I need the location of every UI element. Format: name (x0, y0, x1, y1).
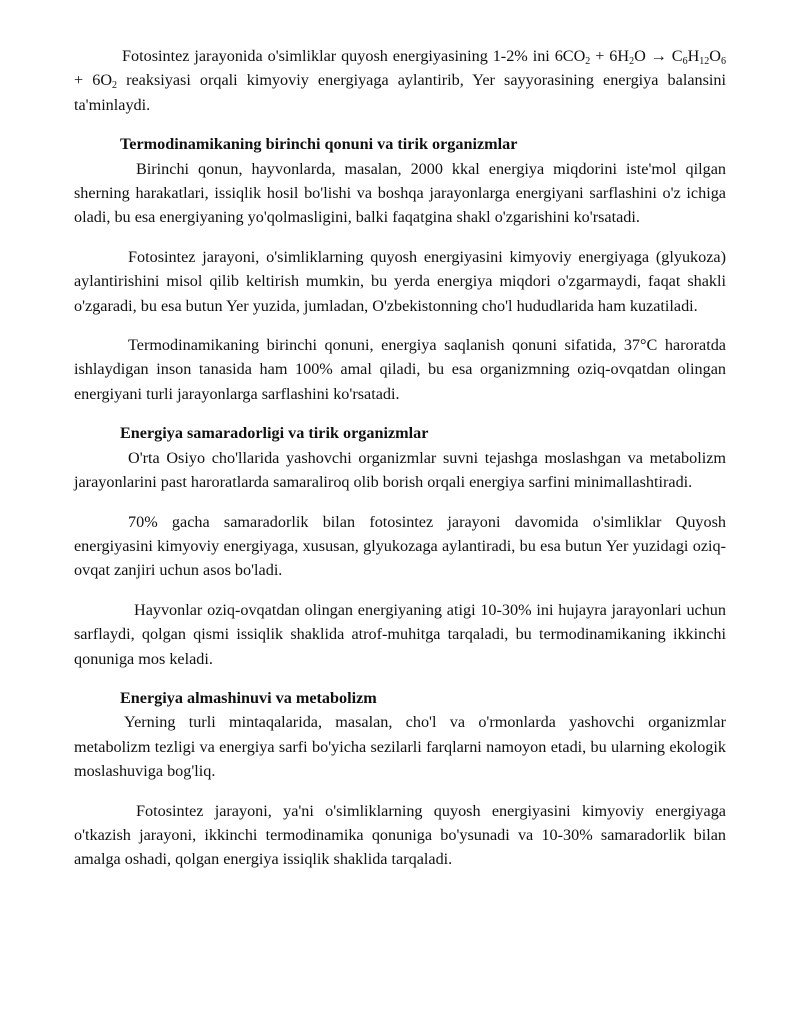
subscript: 12 (699, 56, 710, 67)
document-page (74, 44, 726, 887)
intro-text-7: reaksiyasi orqali kimyoviy energiyaga aylantirib, Yer sayyorasining energiya balansini ta'minlaydi. (74, 71, 726, 114)
intro-paragraph (74, 44, 726, 117)
paragraph: Birinchi qonun, hayvonlarda, masalan, 2000 kkal energiya miqdorini iste'mol qilgan sherning harakatlari, issiqlik hosil bo'lishi va boshqa jarayonlarga energiyani sarflashini o'z ichiga oladi, bu esa energiyaning yo'qolmasligini, balki faqatgina shakl o'zgarishini ko'rsatadi. (74, 159, 726, 227)
paragraph: Fotosintez jarayoni, ya'ni o'simliklarning quyosh energiyasini kimyoviy energiyaga o'tkazish jarayoni, ikkinchi termodinamika qonuniga bo'ysunadi va 10-30% samaradorlik bilan amalga oshadi, qolgan energiya issiqlik shaklida tarqaladi. (74, 801, 726, 869)
paragraph: Hayvonlar oziq-ovqatdan olingan energiyaning atigi 10-30% ini hujayra jarayonlari uchun sarflaydi, qolgan qismi issiqlik shaklida atrof-muhitga tarqaladi, bu termodinamikaning ikkinchi qonuniga mos keladi. (74, 600, 726, 668)
intro-text-2: + 6H (590, 47, 630, 65)
section-heading-efficiency: Energiya samaradorligi va tirik organizmlar (120, 424, 429, 443)
paragraph: Termodinamikaning birinchi qonuni, energiya saqlanish qonuni sifatida, 37°C haroratda ishlaydigan inson tanasida ham 100% amal qiladi, bu esa organizmning oziq-ovqatdan olingan energiyani turli jarayonlarga sarflashini ko'rsatadi. (74, 336, 726, 403)
paragraph: 70% gacha samaradorlik bilan fotosintez jarayoni davomida o'simliklar Quyosh energiyasini kimyoviy energiyaga, xususan, glyukozaga aylantiradi, bu esa butun Yer yuzidagi oziq-ovqat zanjiri uchun asos bo'ladi. (74, 512, 726, 580)
subscript: 6 (721, 56, 726, 67)
paragraph: Yerning turli mintaqalarida, masalan, cho'l va o'rmonlarda yashovchi organizmlar metabolizm tezligi va energiya sarfi bo'yicha sezilarli farqlarni namoyon etadi, bu ularning ekologik moslashuviga bog'liq. (74, 713, 726, 781)
section-heading-metabolism: Energiya almashinuvi va metabolizm (120, 688, 377, 707)
section-heading-first-law: Termodinamikaning birinchi qonuni va tirik organizmlar (120, 135, 518, 154)
paragraph: O'rta Osiyo cho'llarida yashovchi organizmlar suvni tejashga moslashgan va metabolizm jarayonlarini past haroratlarda samaraliroq olib borish orqali energiya sarfini minimallashtiradi. (74, 448, 726, 492)
intro-text-4: H (687, 47, 700, 65)
intro-text-3: O → C (634, 47, 683, 65)
subscript: 2 (629, 56, 635, 67)
subscript: 2 (585, 56, 591, 67)
intro-text-6: + 6O (74, 71, 113, 90)
intro-text-1: Fotosintez jarayonida o'simliklar quyosh energiyasining 1-2% ini 6CO (122, 47, 586, 65)
intro-text-5: O (709, 47, 721, 65)
paragraph: Fotosintez jarayoni, o'simliklarning quyosh energiyasini kimyoviy energiyaga (glyukoza) aylantirishini misol qilib keltirish mumkin, bu yerda energiya miqdori o'zgarmaydi, faqat shakli o'zgaradi, bu esa butun Yer yuzida, jumladan, O'zbekistonning cho'l hududlarida ham kuzatiladi. (74, 247, 726, 315)
subscript: 6 (682, 56, 688, 67)
subscript: 2 (112, 80, 118, 92)
